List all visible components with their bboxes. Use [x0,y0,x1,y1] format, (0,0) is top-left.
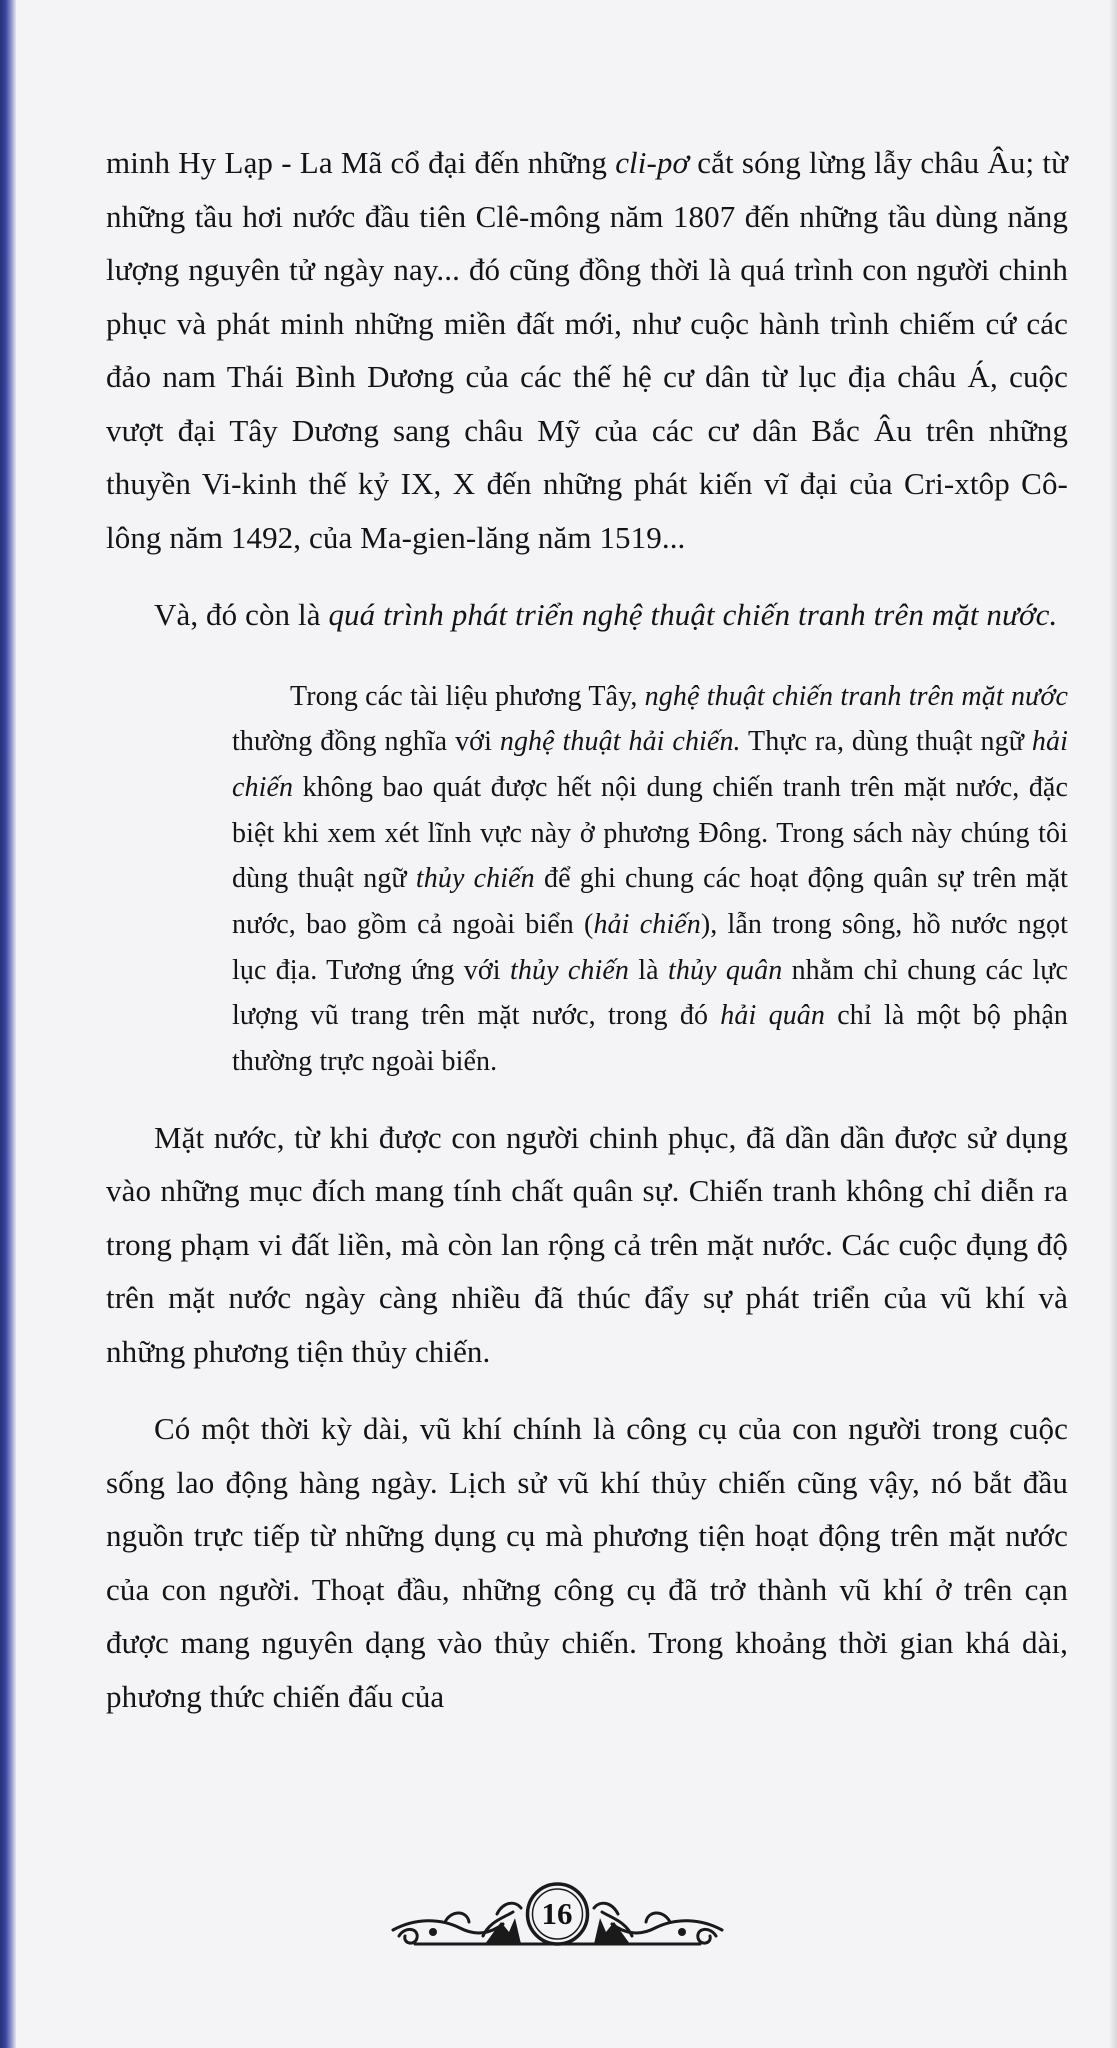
text-run: minh Hy Lạp - La Mã cổ đại đến những [106,145,616,180]
text-run: thường đồng nghĩa với [232,726,500,758]
text-run: chỉ là một bộ phận thường trực ngoài biển. [232,1000,1068,1078]
italic-term: thủy quân [668,954,783,986]
text-run: Trong các tài liệu phương Tây, [290,680,645,712]
page-number: 16 [541,1896,573,1931]
italic-term: cli-pơ [615,145,690,180]
page-footer-ornament [385,1874,730,1960]
page-edge-shadow [1109,0,1117,2048]
italic-term: quá trình phát triển nghệ thuật chiến tranh trên mặt nước. [328,597,1058,632]
note-paragraph [232,674,1068,1085]
text-run: ), lẫn trong sông, hồ nước ngọt lục địa. Tương ứng với [232,909,1068,986]
terminology-note [232,674,1068,1085]
text-run: để ghi chung các hoạt động quân sự trên mặt nước, bao gồm cả ngoài biển ( [232,863,1069,941]
italic-term: nghệ thuật hải chiến. [499,726,741,758]
text-run: không bao quát được hết nội dung chiến tranh trên mặt nước, đặc biệt khi xem xét lĩnh vực này ở phương Đông. Trong sách này chúng tôi dùng thuật ngữ [232,771,1068,895]
italic-term: thủy chiến [415,863,535,895]
text-run: nhằm chỉ chung các lực lượng vũ trang trên mặt nước, trong đó [232,954,1069,1032]
paragraph-1 [106,136,1068,564]
italic-term: hải chiến [232,726,1068,803]
book-spine-edge [0,0,16,2048]
paragraph-4: Có một thời kỳ dài, vũ khí chính là công cụ của con người trong cuộc sống lao động hàng ngày. Lịch sử vũ khí thủy chiến cũng vậy, nó bắt đầu nguồn trực tiếp từ những dụng cụ mà phương tiện hoạt động trên mặt nước của con người. Thoạt đầu, những công cụ đã trở thành vũ khí ở trên cạn được mang nguyên dạng vào thủy chiến. Trong khoảng thời gian khá dài, phương thức chiến đấu của [106,1411,1068,1714]
italic-term: nghệ thuật chiến tranh trên mặt nước [644,680,1068,712]
text-run: Thực ra, dùng thuật ngữ [740,726,1032,758]
italic-term: hải quân [720,1000,826,1032]
paragraph-3: Mặt nước, từ khi được con người chinh phục, đã dần dần được sử dụng vào những mục đích mang tính chất quân sự. Chiến tranh không chỉ diễn ra trong phạm vi đất liền, mà còn lan rộng cả trên mặt nước. Các cuộc đụng độ trên mặt nước ngày càng nhiều đã thúc đẩy sự phát triển của vũ khí và những phương tiện thủy chiến. [106,1119,1068,1369]
text-run: cắt sóng lừng lẫy châu Âu; từ những tầu hơi nước đầu tiên Clê-mông năm 1807 đến những tầu dùng năng lượng nguyên tử ngày nay... đó cũng đồng thời là quá trình con người chinh phục và phát minh những miền đất mới, như cuộc hành trình chiếm cứ các đảo nam Thái Bình Dương của các thế hệ cư dân từ lục địa châu Á, cuộc vượt đại Tây Dương sang châu Mỹ của các cư dân Bắc Âu trên những thuyền Vi-kinh thế kỷ IX, X đến những phát kiến vĩ đại của Cri-xtôp Cô-lông năm 1492, của Ma-gien-lăng năm 1519... [106,145,1068,555]
italic-term: thủy chiến [509,954,630,986]
italic-term: hải chiến [593,909,701,941]
body-text [106,136,1068,1723]
paragraph-2 [106,588,1068,642]
text-run: Và, đó còn là [154,597,329,632]
text-run: là [629,954,668,986]
